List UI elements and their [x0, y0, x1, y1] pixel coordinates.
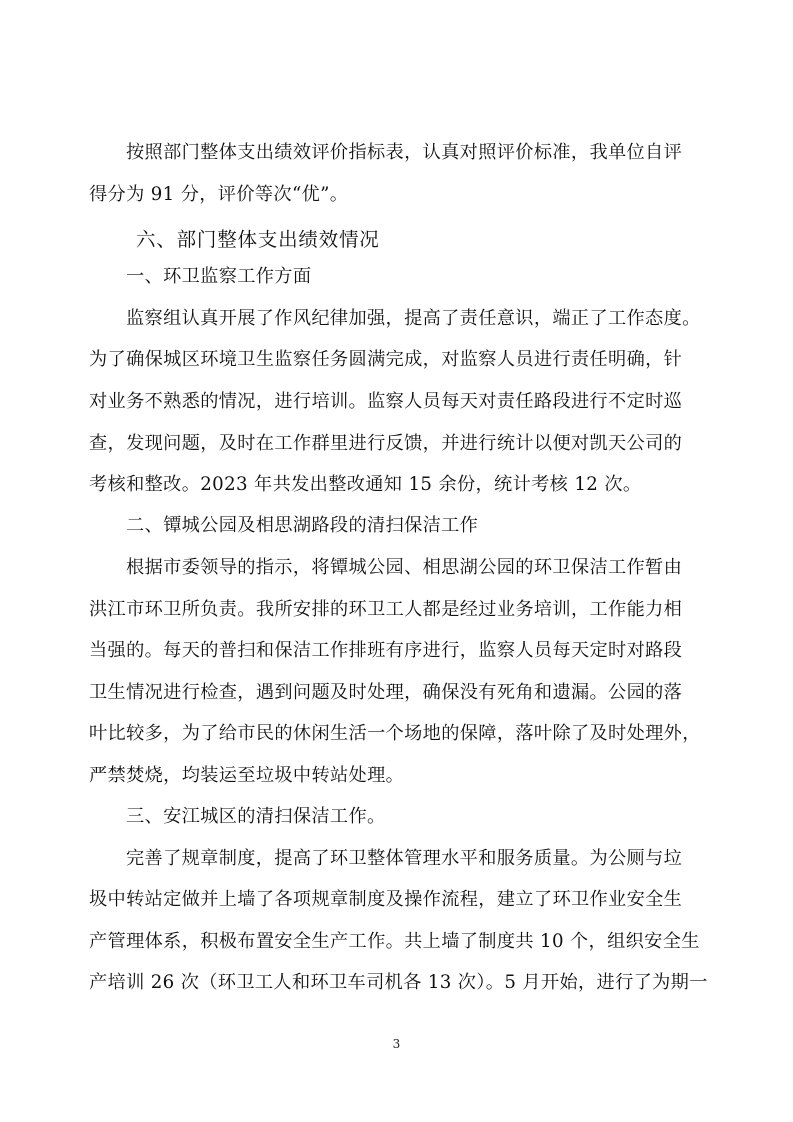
paragraph-line: 为了确保城区环境卫生监察任务圆满完成，对监察人员进行责任明确，针	[89, 349, 683, 370]
paragraph-line: 监察组认真开展了作风纪律加强，提高了责任意识，端正了工作态度。	[126, 308, 701, 329]
paragraph-line: 按照部门整体支出绩效评价指标表，认真对照评价标准，我单位自评	[126, 142, 683, 163]
paragraph-line: 完善了规章制度，提高了环卫整体管理水平和服务质量。为公厕与垃	[126, 848, 683, 869]
paragraph-line: 产管理体系，积极布置安全生产工作。共上墙了制度共 10 个，组织安全生	[89, 931, 700, 952]
paragraph-line: 根据市委领导的指示，将镡城公园、相思湖公园的环卫保洁工作暂由	[126, 557, 683, 578]
paragraph-line: 考核和整改。2023 年共发出整改通知 15 余份，统计考核 12 次。	[89, 474, 642, 495]
paragraph-line: 当强的。每天的普扫和保洁工作排班有序进行，监察人员每天定时对路段	[89, 640, 683, 661]
paragraph-line: 得分为 91 分，评价等次“优”。	[89, 184, 349, 205]
paragraph-line: 洪江市环卫所负责。我所安排的环卫工人都是经过业务培训，工作能力相	[89, 599, 683, 620]
paragraph-line: 叶比较多，为了给市民的休闲生活一个场地的保障，落叶除了及时处理外，	[89, 723, 701, 744]
page-number: 3	[392, 1037, 401, 1051]
subsection-heading: 一、环卫监察工作方面	[126, 266, 312, 287]
paragraph-line: 产培训 26 次（环卫工人和环卫车司机各 13 次）。5 月开始，进行了为期一	[89, 972, 708, 993]
paragraph-line: 卫生情况进行检查，遇到问题及时处理，确保没有死角和遗漏。公园的落	[89, 682, 683, 703]
subsection-heading: 三、安江城区的清扫保洁工作。	[126, 806, 386, 827]
paragraph-line: 圾中转站定做并上墙了各项规章制度及操作流程，建立了环卫作业安全生	[89, 889, 683, 910]
paragraph-line: 严禁焚烧，均装运至垃圾中转站处理。	[89, 765, 405, 786]
subsection-heading: 二、镡城公园及相思湖路段的清扫保洁工作	[126, 515, 479, 536]
section-heading: 六、部门整体支出绩效情况	[136, 228, 380, 251]
paragraph-line: 对业务不熟悉的情况，进行培训。监察人员每天对责任路段进行不定时巡	[89, 391, 683, 412]
paragraph-line: 查，发现问题，及时在工作群里进行反馈，并进行统计以便对凯天公司的	[89, 433, 683, 454]
